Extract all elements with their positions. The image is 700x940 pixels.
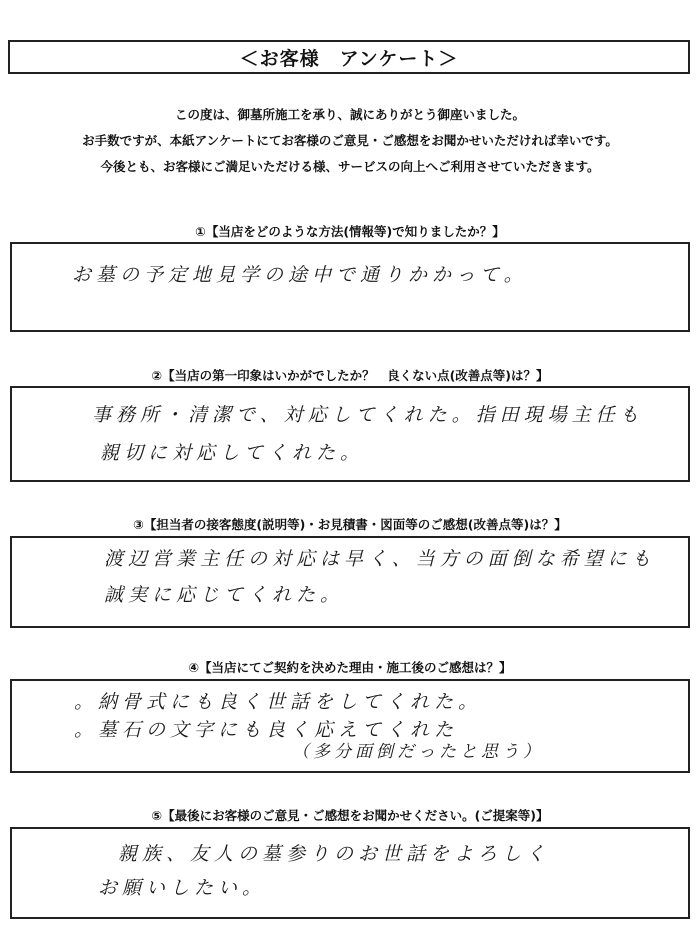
answer-2-line-2: 親切に対応してくれた。 [100, 442, 365, 464]
answer-4-line-3: （多分面倒だったと思う） [292, 742, 544, 762]
question-2-label: ②【当店の第一印象はいかがでしたか？ 良くない点(改善点等)は？】 [151, 368, 549, 383]
answer-3-line-2: 誠実に応じてくれた。 [104, 584, 345, 606]
answer-4-line-2: 。墓石の文字にも良く応えてくれた [74, 719, 459, 741]
answer-4-line-1: 。納骨式にも良く世話をしてくれた。 [74, 691, 483, 713]
answer-5-line-2: お願いしたい。 [98, 877, 267, 899]
survey-title: ＜お客様 アンケート＞ [239, 47, 459, 70]
intro-line: この度は、御墓所施工を承り、誠にありがとう御座いました。 [174, 107, 525, 122]
question-1-label: ①【当店をどのような方法(情報等)で知りましたか？】 [195, 224, 505, 239]
answer-2-box [10, 386, 690, 482]
answer-2-line-1: 事務所・清潔で、対応してくれた。指田現場主任も [92, 404, 644, 426]
answer-1-line-1: お墓の予定地見学の途中で通りかかって。 [72, 264, 528, 286]
survey-title-box [8, 40, 690, 74]
answer-4-box [10, 679, 690, 773]
question-4-label: ④【当店にてご契約を決めた理由・施工後のご感想は？】 [188, 660, 512, 675]
question-5-label: ⑤【最後にお客様のご意見・ご感想をお聞かせください。(ご提案等)】 [151, 808, 549, 823]
answer-5-line-1: 親族、友人の墓参りのお世話をよろしく [118, 843, 551, 865]
intro-text [0, 102, 700, 180]
answer-3-box [10, 536, 690, 628]
answer-5-box [10, 827, 690, 919]
answer-1-box [10, 242, 690, 332]
intro-line: 今後とも、お客様にご満足いただける様、サービスの向上へご利用させていただきます。 [100, 159, 600, 174]
question-3-label: ③【担当者の接客態度(説明等)・お見積書・図面等のご感想(改善点等)は？】 [133, 517, 567, 532]
intro-line: お手数ですが、本紙アンケートにてお客様のご意見・ご感想をお聞かせいただければ幸いです。 [82, 133, 618, 148]
answer-3-line-1: 渡辺営業主任の対応は早く、当方の面倒な希望にも [104, 548, 656, 570]
